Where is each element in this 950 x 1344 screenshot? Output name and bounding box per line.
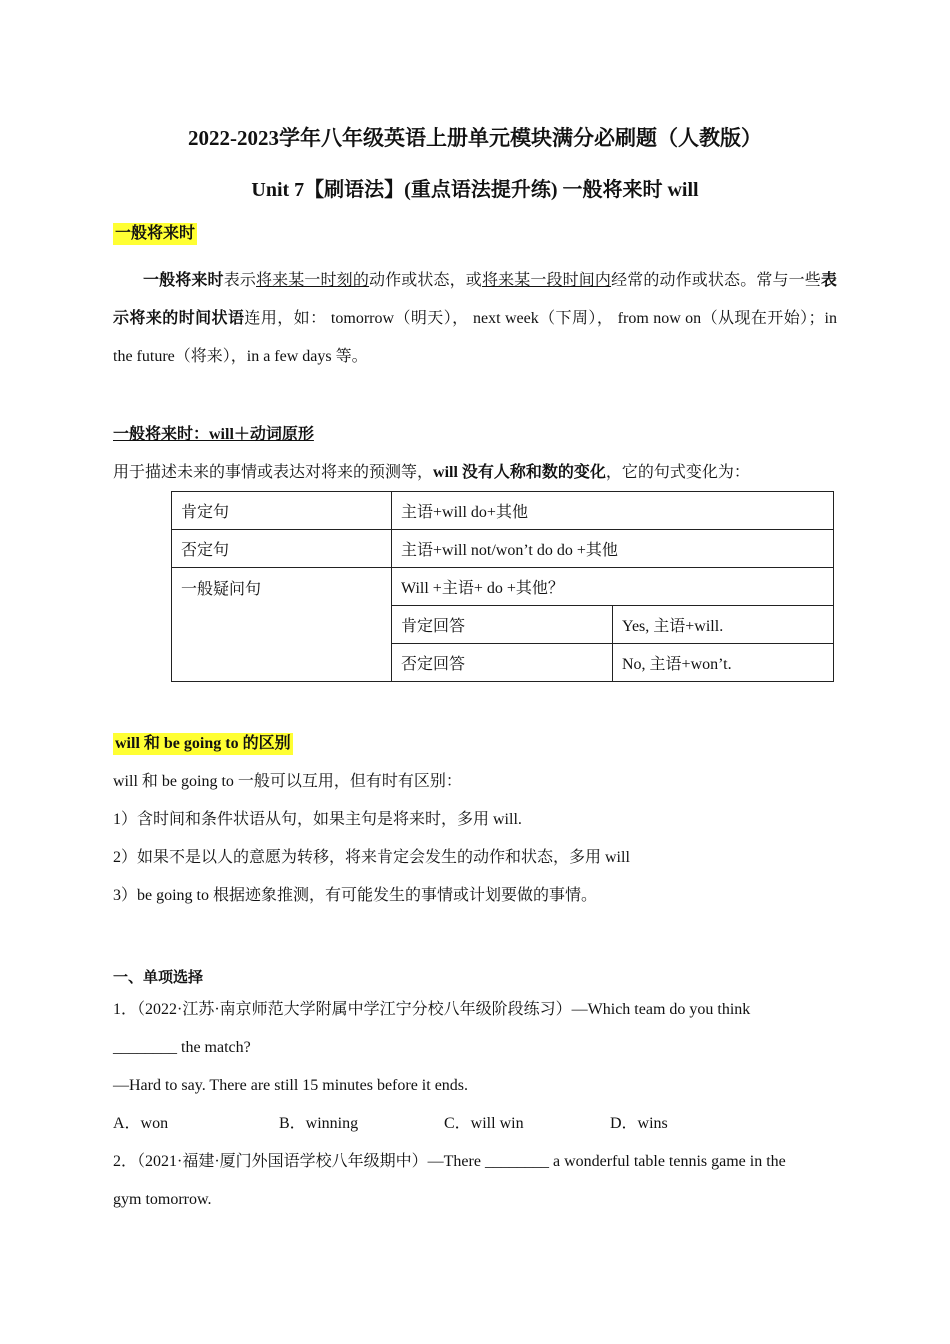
option-c[interactable]: C．will win [444,1115,524,1132]
table-cell: 肯定句 [172,492,392,530]
structure-intro [113,461,837,485]
text-run: 经常的动作或状态。常与一些 [611,272,821,289]
future-tense-definition [113,262,837,376]
term-bold: will 没有人称和数的变化 [433,464,606,481]
text-run: 表示 [223,272,256,289]
comparison-point-2: 2）如果不是以人的意愿为转移，将来肯定会发生的动作和状态，多用 will [113,849,630,866]
document-title: 2022-2023学年八年级英语上册单元模块满分必刷题（人教版） [188,126,762,150]
table-cell: 否定回答 [392,644,613,682]
option-a[interactable]: A．won [113,1115,169,1132]
comparison-point-1: 1）含时间和条件状语从句，如果主句是将来时，多用 will. [113,811,522,828]
table-cell: 肯定回答 [392,606,613,644]
text-run: 用于描述未来的事情或表达对将来的预测等， [113,464,434,481]
comparison-intro: will 和 be going to 一般可以互用，但有时有区别： [113,773,462,790]
question-1-stem: 1．（2022·江苏·南京师范大学附属中学江宁分校八年级阶段练习）—Which team do you think [113,1001,751,1018]
term-bold: 表示将来的时间状语 [113,272,837,327]
section-heading-future-tense: 一般将来时 [113,223,197,245]
document-subtitle: Unit 7【刷语法】(重点语法提升练) 一般将来时 will [251,179,699,201]
table-row [172,492,834,530]
question-1-stem-continued: ________ the match? [113,1039,251,1056]
section-heading-will-structure: 一般将来时：will＋动词原形 [113,426,314,443]
table-cell: 主语+will not/won’t do do +其他 [392,530,834,568]
underlined-phrase: 将来某一时刻的 [255,272,369,289]
table-cell: 主语+will do+其他 [392,492,834,530]
section-heading-will-vs-going-to: will 和 be going to 的区别 [113,733,293,755]
option-d[interactable]: D．wins [610,1115,668,1132]
exercise-section-heading: 一、单项选择 [113,970,204,986]
table-cell: Will +主语+ do +其他？ [392,568,834,606]
table-row [172,530,834,568]
text-run: 动作或状态，或 [368,272,482,289]
question-2-stem: 2．（2021·福建·厦门外国语学校八年级期中）—There ________ a wonderful table tennis game in the [113,1153,786,1170]
table-cell: Yes, 主语+will. [613,606,834,644]
table-row [172,568,834,606]
underlined-phrase: 将来某一段时间内 [481,272,612,289]
sentence-pattern-table [171,491,834,682]
option-b[interactable]: B．winning [279,1115,359,1132]
question-2-stem-continued: gym tomorrow. [113,1191,212,1208]
text-run: 连用，如： tomorrow（明天）， next week（下周）， from now on（从现在开始）；in the future（将来），in a few days 等。 [113,310,837,365]
term-bold: 一般将来时 [143,272,224,289]
table-cell: No, 主语+won’t. [613,644,834,682]
comparison-point-3: 3）be going to 根据迹象推测，有可能发生的事情或计划要做的事情。 [113,887,597,904]
table-cell: 否定句 [172,530,392,568]
text-run: ，它的句式变化为： [605,464,750,481]
table-cell: 一般疑问句 [172,568,392,682]
question-1-dialogue: —Hard to say. There are still 15 minutes before it ends. [113,1077,469,1094]
